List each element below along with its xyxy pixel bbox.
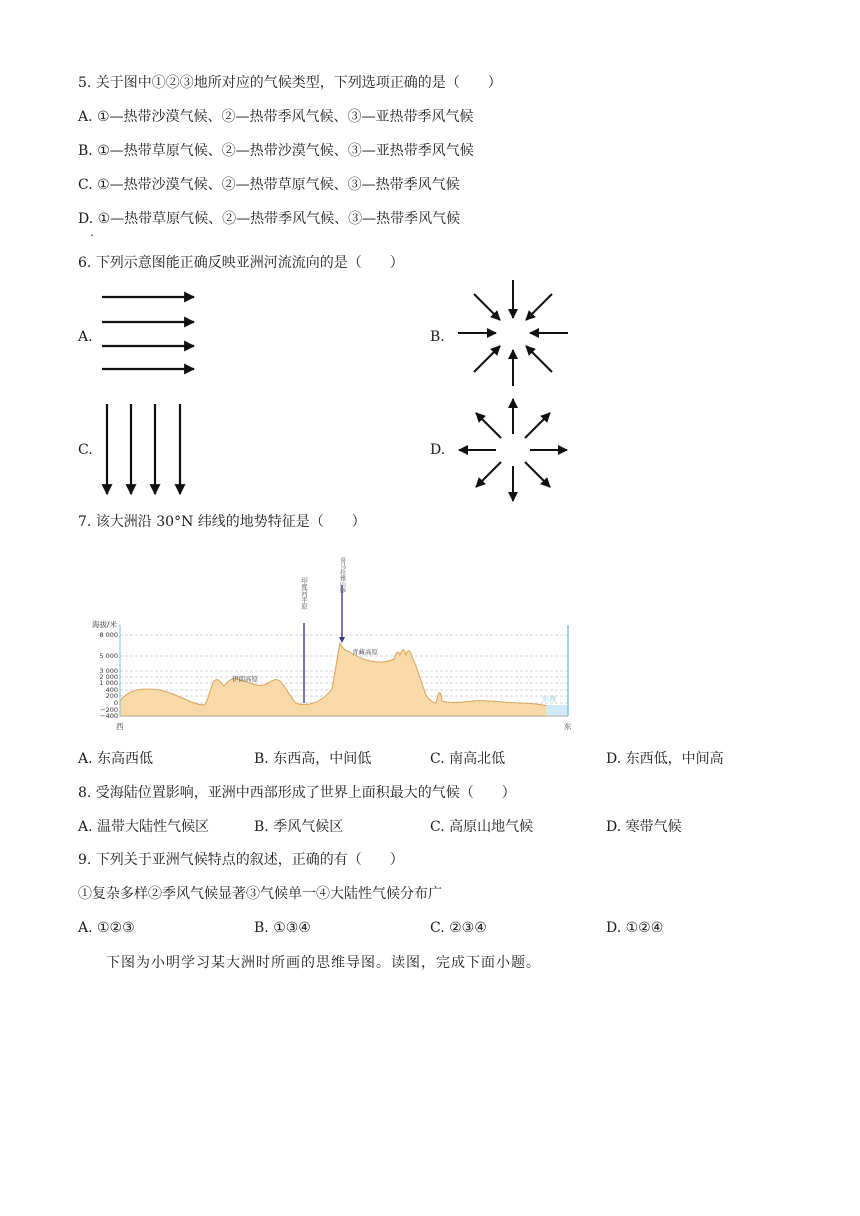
y-tick-labels — [99, 631, 118, 720]
q6-figure-b — [456, 278, 570, 390]
x-end-west: 西 — [116, 722, 124, 731]
q6-label-d: D. — [430, 442, 446, 458]
arrow-in-se — [526, 346, 552, 372]
q5-stem: 5. 关于图中①②③地所对应的气候类型，下列选项正确的是（ ） — [78, 75, 502, 91]
q7-option-a: A. 东高西低 — [78, 751, 154, 767]
q7-option-b: B. 东西高，中间低 — [254, 751, 372, 767]
q9-option-d: D. ①②④ — [606, 920, 664, 936]
annotation-indus-plain: 印度河平原 — [300, 576, 308, 610]
section-intro: 下图为小明学习某大洲时所画的思维导图。读图，完成下面小题。 — [106, 955, 541, 971]
y-tick-label: 8 000 — [99, 631, 118, 639]
arrow-out-se — [525, 462, 550, 487]
q9-stem: 9. 下列关于亚洲气候特点的叙述，正确的有（ ） — [78, 852, 404, 868]
q8-option-b: B. 季风气候区 — [254, 819, 344, 835]
arrow-in-ne — [526, 294, 552, 320]
q8-option-d: D. 寒带气候 — [606, 819, 682, 835]
arrow-in-nw — [474, 294, 500, 320]
q8-option-a: A. 温带大陆性气候区 — [78, 819, 210, 835]
q5-option-a: A. ①—热带沙漠气候、②—热带季风气候、③—亚热带季风气候 — [78, 109, 474, 125]
q6-label-c: C. — [78, 442, 93, 458]
y-tick-label: −200 — [100, 706, 118, 714]
q9-choices: ①复杂多样②季风气候显著③气候单一④大陆性气候分布广 — [78, 886, 442, 902]
terrain-area — [120, 643, 568, 716]
q9-option-b: B. ①③④ — [254, 920, 311, 936]
arrow-out-sw — [476, 462, 501, 487]
y-tick-label: 5 000 — [99, 652, 118, 660]
y-tick-label: 200 — [105, 692, 118, 700]
y-tick-label: −400 — [100, 712, 118, 720]
sea-area — [546, 705, 568, 716]
q5-option-b: B. ①—热带草原气候、②—热带沙漠气候、③—亚热带季风气候 — [78, 143, 474, 159]
arrow-in-sw — [474, 346, 500, 372]
annotation-iranian-plateau: 伊朗高原 — [232, 675, 258, 683]
q5-option-c: C. ①—热带沙漠气候、②—热带草原气候、③—热带季风气候 — [78, 177, 460, 193]
y-axis-title: 海拔/米 — [92, 620, 118, 629]
q9-option-c: C. ②③④ — [430, 920, 487, 936]
q6-label-a: A. — [78, 329, 93, 345]
q6-figure-d — [456, 396, 570, 504]
annotation-himalaya: 喜马拉雅山脉 — [338, 557, 346, 593]
q8-stem: 8. 受海陆位置影响，亚洲中西部形成了世界上面积最大的气候（ ） — [78, 785, 516, 801]
q8-option-c: C. 高原山地气候 — [430, 819, 534, 835]
y-tick-label: 3 000 — [99, 667, 118, 675]
q7-option-d: D. 东西低，中间高 — [606, 751, 724, 767]
q5-option-d: D. ①—热带草原气候、②—热带季风气候、③—热带季风气候 — [78, 211, 461, 227]
annotation-east-sea: 东海 — [542, 695, 556, 703]
arrow-out-nw — [476, 413, 501, 438]
q6-stem: 6. 下列示意图能正确反映亚洲河流流向的是（ ） — [78, 255, 404, 271]
q7-option-c: C. 南高北低 — [430, 751, 506, 767]
y-tick-label: 2 000 — [99, 673, 118, 681]
x-end-east: 东 — [564, 722, 572, 731]
y-tick-label: 0 — [113, 699, 118, 707]
q6-figure-a — [98, 286, 198, 376]
q9-option-a: A. ①②③ — [78, 920, 135, 936]
y-tick-label: 400 — [105, 686, 118, 694]
q6-figure-c — [98, 402, 190, 498]
q5-dot: . — [90, 225, 94, 239]
annotation-tibetan-plateau: 青藏高原 — [352, 648, 378, 656]
terrain-profile-chart — [90, 555, 590, 735]
y-tick-label: 1 000 — [99, 679, 118, 687]
q6-label-b: B. — [430, 329, 445, 345]
arrow-out-ne — [525, 413, 550, 438]
q7-stem: 7. 该大洲沿 30°N 纬线的地势特征是（ ） — [78, 514, 366, 530]
